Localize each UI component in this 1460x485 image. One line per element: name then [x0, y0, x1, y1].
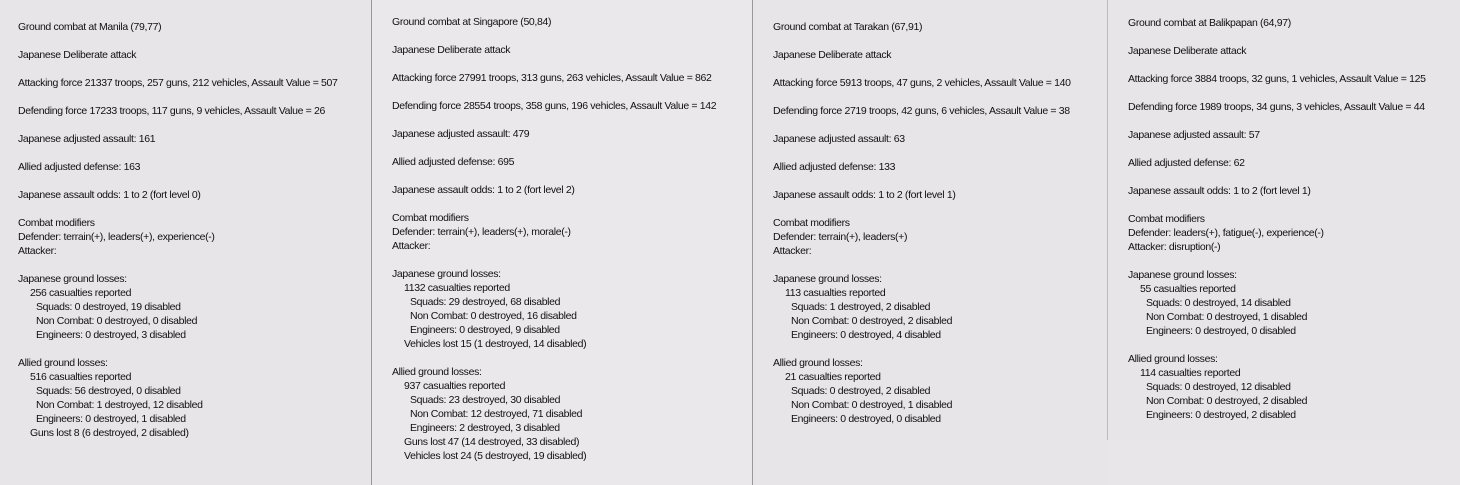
allied-loss-line: Squads: 0 destroyed, 12 disabled — [1146, 381, 1291, 393]
report-title: Ground combat at Singapore (50,84) — [392, 16, 552, 28]
adjusted-defense: Allied adjusted defense: 62 — [1128, 157, 1245, 169]
allied-vehicles-lost: Vehicles lost 24 (5 destroyed, 19 disabled) — [404, 450, 587, 462]
allied-loss-line: Non Combat: 12 destroyed, 71 disabled — [410, 408, 583, 420]
defender-modifiers: Defender: terrain(+), leaders(+) — [773, 231, 908, 243]
japanese-casualties: 55 casualties reported — [1140, 283, 1236, 295]
combat-report-singapore — [371, 0, 752, 485]
allied-losses-heading: Allied ground losses: — [18, 357, 108, 369]
combat-report-tarakan — [752, 0, 1107, 485]
japanese-loss-line: Non Combat: 0 destroyed, 1 disabled — [1146, 311, 1308, 323]
modifiers-heading: Combat modifiers — [392, 212, 469, 224]
defender-modifiers: Defender: terrain(+), leaders(+), experience(-) — [18, 231, 215, 243]
japanese-casualties: 256 casualties reported — [30, 287, 132, 299]
defending-force: Defending force 2719 troops, 42 guns, 6 vehicles, Assault Value = 38 — [773, 105, 1070, 117]
allied-casualties: 937 casualties reported — [404, 380, 506, 392]
attacking-force: Attacking force 27991 troops, 313 guns, 263 vehicles, Assault Value = 862 — [392, 72, 712, 84]
japanese-loss-line: Non Combat: 0 destroyed, 0 disabled — [36, 315, 198, 327]
attacker-modifiers: Attacker: disruption(-) — [1128, 241, 1221, 253]
attack-type: Japanese Deliberate attack — [773, 49, 892, 61]
attacker-modifiers: Attacker: — [773, 245, 812, 257]
allied-casualties: 114 casualties reported — [1140, 367, 1241, 379]
allied-loss-line: Non Combat: 0 destroyed, 2 disabled — [1146, 395, 1308, 407]
allied-loss-line: Engineers: 2 destroyed, 3 disabled — [410, 422, 560, 434]
japanese-loss-line: Non Combat: 0 destroyed, 16 disabled — [410, 310, 577, 322]
attacker-modifiers: Attacker: — [392, 240, 431, 252]
japanese-loss-line: Non Combat: 0 destroyed, 2 disabled — [791, 315, 953, 327]
attacking-force: Attacking force 21337 troops, 257 guns, 212 vehicles, Assault Value = 507 — [18, 77, 338, 89]
assault-odds: Japanese assault odds: 1 to 2 (fort level 2) — [392, 184, 575, 196]
allied-losses-heading: Allied ground losses: — [773, 357, 863, 369]
attack-type: Japanese Deliberate attack — [18, 49, 137, 61]
adjusted-assault: Japanese adjusted assault: 57 — [1128, 129, 1260, 141]
allied-loss-line: Engineers: 0 destroyed, 2 disabled — [1146, 409, 1296, 421]
attack-type: Japanese Deliberate attack — [392, 44, 511, 56]
combat-report-manila — [0, 0, 371, 485]
defending-force: Defending force 17233 troops, 117 guns, 9 vehicles, Assault Value = 26 — [18, 105, 325, 117]
japanese-loss-line: Squads: 0 destroyed, 19 disabled — [36, 301, 181, 313]
allied-loss-line: Squads: 23 destroyed, 30 disabled — [410, 394, 561, 406]
modifiers-heading: Combat modifiers — [1128, 213, 1205, 225]
japanese-losses-heading: Japanese ground losses: — [18, 273, 127, 285]
allied-losses-heading: Allied ground losses: — [392, 366, 482, 378]
assault-odds: Japanese assault odds: 1 to 2 (fort level 1) — [773, 189, 956, 201]
allied-loss-line: Squads: 56 destroyed, 0 disabled — [36, 385, 181, 397]
japanese-casualties: 113 casualties reported — [785, 287, 886, 299]
adjusted-assault: Japanese adjusted assault: 479 — [392, 128, 530, 140]
japanese-loss-line: Squads: 29 destroyed, 68 disabled — [410, 296, 561, 308]
japanese-losses-heading: Japanese ground losses: — [773, 273, 882, 285]
allied-casualties: 516 casualties reported — [30, 371, 132, 383]
attacking-force: Attacking force 5913 troops, 47 guns, 2 vehicles, Assault Value = 140 — [773, 77, 1071, 89]
report-title: Ground combat at Tarakan (67,91) — [773, 21, 923, 33]
defending-force: Defending force 1989 troops, 34 guns, 3 vehicles, Assault Value = 44 — [1128, 101, 1425, 113]
attack-type: Japanese Deliberate attack — [1128, 45, 1247, 57]
japanese-losses-heading: Japanese ground losses: — [1128, 269, 1237, 281]
allied-loss-line: Engineers: 0 destroyed, 1 disabled — [36, 413, 186, 425]
japanese-loss-line: Engineers: 0 destroyed, 9 disabled — [410, 324, 560, 336]
combat-report-balikpapan — [1107, 0, 1460, 440]
adjusted-assault: Japanese adjusted assault: 63 — [773, 133, 905, 145]
modifiers-heading: Combat modifiers — [18, 217, 95, 229]
adjusted-defense: Allied adjusted defense: 133 — [773, 161, 896, 173]
japanese-vehicles-lost: Vehicles lost 15 (1 destroyed, 14 disabled) — [404, 338, 587, 350]
japanese-losses-heading: Japanese ground losses: — [392, 268, 501, 280]
allied-guns-lost: Guns lost 47 (14 destroyed, 33 disabled) — [404, 436, 580, 448]
defending-force: Defending force 28554 troops, 358 guns, 196 vehicles, Assault Value = 142 — [392, 100, 717, 112]
japanese-loss-line: Engineers: 0 destroyed, 0 disabled — [1146, 325, 1296, 337]
allied-casualties: 21 casualties reported — [785, 371, 881, 383]
attacker-modifiers: Attacker: — [18, 245, 57, 257]
allied-loss-line: Squads: 0 destroyed, 2 disabled — [791, 385, 931, 397]
assault-odds: Japanese assault odds: 1 to 2 (fort level 1) — [1128, 185, 1311, 197]
japanese-casualties: 1132 casualties reported — [404, 282, 510, 294]
japanese-loss-line: Engineers: 0 destroyed, 3 disabled — [36, 329, 186, 341]
defender-modifiers: Defender: leaders(+), fatigue(-), experience(-) — [1128, 227, 1324, 239]
allied-guns-lost: Guns lost 8 (6 destroyed, 2 disabled) — [30, 427, 189, 439]
allied-loss-line: Non Combat: 0 destroyed, 1 disabled — [791, 399, 953, 411]
assault-odds: Japanese assault odds: 1 to 2 (fort level 0) — [18, 189, 201, 201]
modifiers-heading: Combat modifiers — [773, 217, 850, 229]
allied-loss-line: Engineers: 0 destroyed, 0 disabled — [791, 413, 941, 425]
attacking-force: Attacking force 3884 troops, 32 guns, 1 vehicles, Assault Value = 125 — [1128, 73, 1426, 85]
japanese-loss-line: Squads: 1 destroyed, 2 disabled — [791, 301, 931, 313]
allied-loss-line: Non Combat: 1 destroyed, 12 disabled — [36, 399, 203, 411]
adjusted-defense: Allied adjusted defense: 163 — [18, 161, 141, 173]
report-title: Ground combat at Manila (79,77) — [18, 21, 162, 33]
adjusted-assault: Japanese adjusted assault: 161 — [18, 133, 156, 145]
japanese-loss-line: Engineers: 0 destroyed, 4 disabled — [791, 329, 941, 341]
report-title: Ground combat at Balikpapan (64,97) — [1128, 17, 1291, 29]
adjusted-defense: Allied adjusted defense: 695 — [392, 156, 515, 168]
japanese-loss-line: Squads: 0 destroyed, 14 disabled — [1146, 297, 1291, 309]
allied-losses-heading: Allied ground losses: — [1128, 353, 1218, 365]
defender-modifiers: Defender: terrain(+), leaders(+), morale(-) — [392, 226, 571, 238]
